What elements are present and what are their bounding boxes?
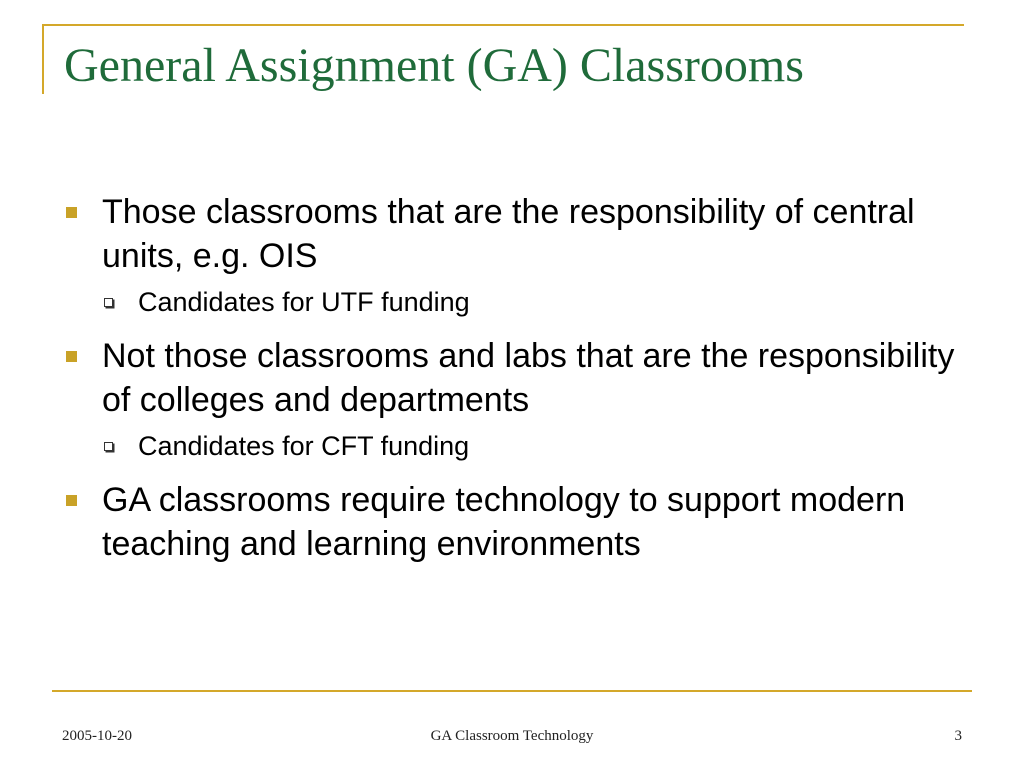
square-bullet-icon bbox=[66, 495, 77, 506]
footer-title: GA Classroom Technology bbox=[430, 728, 594, 744]
frame-top-rule bbox=[42, 24, 964, 26]
sub-bullet-text: Candidates for CFT funding bbox=[138, 431, 470, 461]
hollow-square-bullet-icon bbox=[104, 442, 113, 451]
bullet-item-2 bbox=[62, 334, 982, 422]
bullet-text: Not those classrooms and labs that are the responsibility of colleges and departments bbox=[102, 337, 955, 419]
sub-bullet-item-2 bbox=[62, 428, 982, 464]
sub-bullet-item-1 bbox=[62, 284, 982, 320]
bullet-text: Those classrooms that are the responsibility of central units, e.g. OIS bbox=[102, 193, 915, 275]
footer-rule bbox=[52, 690, 972, 692]
hollow-square-bullet-icon bbox=[104, 298, 113, 307]
bullet-item-3 bbox=[62, 478, 982, 566]
sub-bullet-text: Candidates for UTF funding bbox=[138, 287, 470, 317]
slide-content bbox=[62, 190, 982, 572]
square-bullet-icon bbox=[66, 351, 77, 362]
slide-title: General Assignment (GA) Classrooms bbox=[64, 39, 804, 92]
frame-left-rule bbox=[42, 24, 44, 94]
bullet-item-1 bbox=[62, 190, 982, 278]
bullet-text: GA classrooms require technology to support modern teaching and learning environments bbox=[102, 481, 906, 563]
footer-date: 2005-10-20 bbox=[62, 728, 132, 744]
page-number: 3 bbox=[954, 728, 962, 744]
square-bullet-icon bbox=[66, 207, 77, 218]
